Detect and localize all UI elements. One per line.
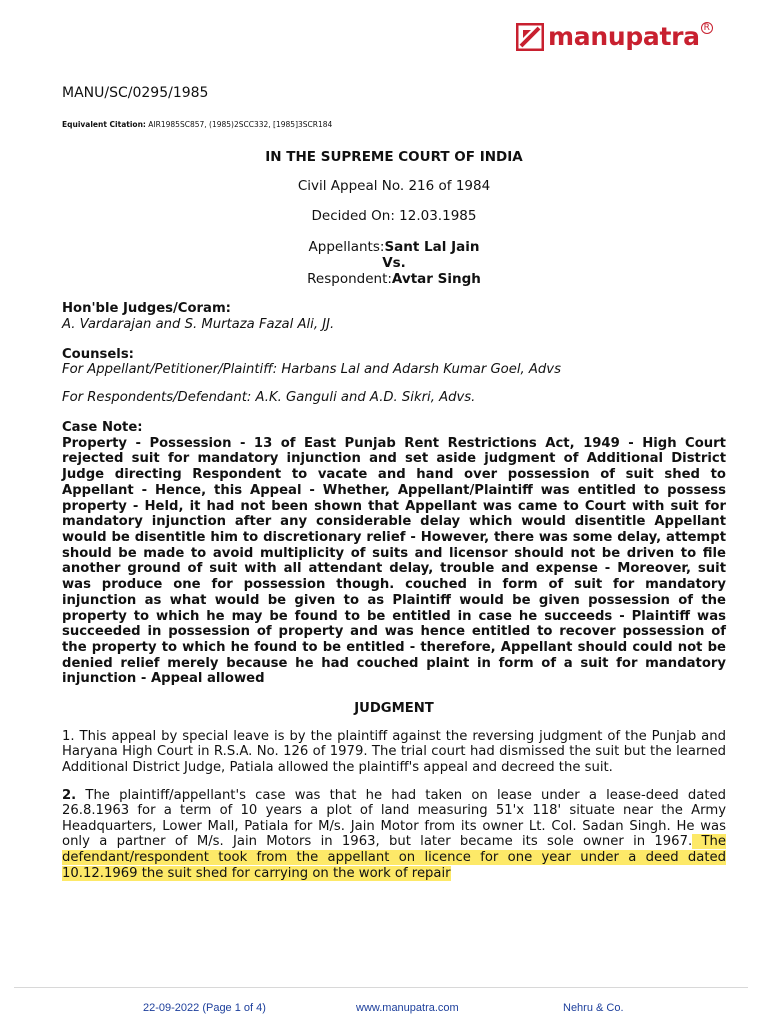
brand-name: manupatra [548,22,700,51]
case-note-title: Case Note: [62,419,143,435]
counsels-title: Counsels: [62,346,134,362]
paragraph-2-text: The plaintiff/appellant's case was that he had taken on lease under a lease-deed dated 26.8.1963 for a term of 10 years a plot of land measuring 51'x 118' situate near the Army Headquarters, Lower Mall, Patiala for M/s. Jain Motor from its owner Lt. Col. Sadan Singh. He was only a partner of M/s. Jain Motors in 1963, but later became its sole owner in 1967. [62,787,726,850]
paragraph-1: 1. This appeal by special leave is by the plaintiff against the reversing judgment of the Punjab and Haryana High Court in R.S.A. No. 126 of 1979. The trial court had dismissed the suit but the learned Additional District Judge, Patiala allowed the plaintiff's appeal and decreed the suit. [62,728,726,775]
footer-website-link[interactable]: www.manupatra.com [356,1002,459,1014]
decided-on: Decided On: 12.03.1985 [311,208,477,225]
court-name: IN THE SUPREME COURT OF INDIA [265,148,523,165]
footer-date-page: 22-09-2022 (Page 1 of 4) [143,1002,266,1014]
parties [62,239,726,287]
respondent-name: Avtar Singh [391,270,481,287]
document-body [62,86,726,881]
appellants-name: Sant Lal Jain [384,238,480,255]
judges: A. Vardarajan and S. Murtaza Fazal Ali, JJ. [62,316,335,332]
footer-divider [14,987,748,988]
citation-label: Equivalent Citation: [62,119,146,129]
versus: Vs. [382,254,406,271]
counsel-appellant: For Appellant/Petitioner/Plaintiff: Harbans Lal and Adarsh Kumar Goel, Advs [62,362,561,378]
highlighted-text: The defendant/respondent took from the appellant on licence for one year under a deed dated 10.12.1969 the suit shed for carrying on the work of repair [62,834,726,881]
equivalent-citation [62,117,726,133]
registered-mark: R [701,22,713,34]
counsel-respondent: For Respondents/Defendant: A.K. Ganguli and A.D. Sikri, Advs. [62,390,476,406]
paragraph-2-number: 2. [62,787,77,803]
manupatra-logo-icon [516,23,544,51]
manupatra-logo [516,22,713,51]
judgment-title: JUDGMENT [354,701,434,717]
footer-firm: Nehru & Co. [563,1002,624,1014]
respondent-label: Respondent: [307,270,392,287]
appellants-label: Appellants: [308,238,385,255]
judges-title: Hon'ble Judges/Coram: [62,300,231,316]
case-note: Property - Possession - 13 of East Punjab Rent Restrictions Act, 1949 - High Court rejected suit for mandatory injunction and set aside judgment of Additional District Judge directing Respondent to vacate and hand over possession of suit shed to Appellant - Hence, this Appeal - Whether, Appellant/Plaintiff was entitled to possess property - Held, it had not been shown that Appellant was came to Court with suit for mandatory injunction after any considerable delay which would disentitle Appellant would be disentitle him to discretionary relief - However, there was some delay, attempt should be made to avoid multiplicity of suits and licensor should not be driven to file another ground of suit with all attendant delay, trouble and expense - Moreover, suit was produce one for possession though. couched in form of suit for mandatory injunction as what would be given to as Plaintiff would be given possession of the property to which he may be found to be entitled in case he succeeds - Plaintiff was succeeded in possession of property and was hence entitled to recover possession of the property to which he found to be entitled - therefore, Appellant should could not be denied relief merely because he had couched plaint in form of a suit for mandatory injunction - Appeal allowed [62,435,726,687]
document-id: MANU/SC/0295/1985 [62,85,209,101]
appeal-number: Civil Appeal No. 216 of 1984 [297,178,491,195]
paragraph-2 [62,788,726,882]
citation-text: AIR1985SC857, (1985)2SCC332, [1985]3SCR184 [145,119,333,129]
